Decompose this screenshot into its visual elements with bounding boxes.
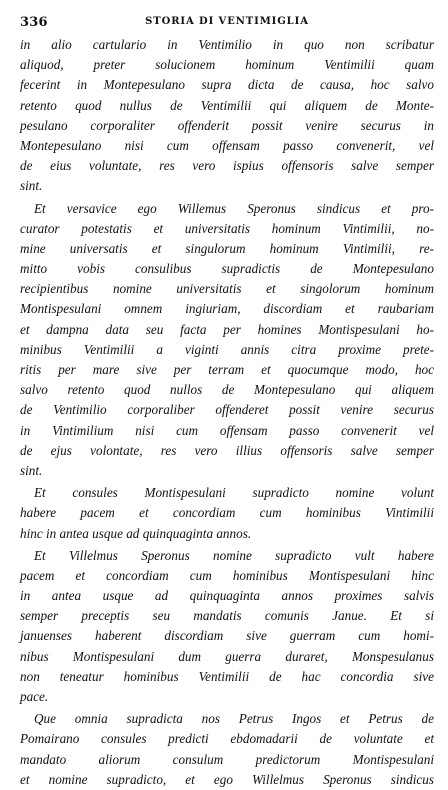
- text-line: sint.: [20, 178, 43, 194]
- text-line: fecerint in Montepesulano supra dicta de causa, hoc salvo: [20, 77, 434, 93]
- text-line: januenses haberent discordiam sive guerram cum homi-: [20, 628, 434, 644]
- text-line: et nomine supradicto, et ego Willelmus Speronus sindicus: [20, 771, 434, 787]
- paragraph: [20, 483, 434, 544]
- text-line: Et Villelmus Speronus nomine supradicto vult habere: [34, 547, 434, 563]
- text-line: minibus Ventimilii a viginti annis citra proxime prete-: [20, 341, 434, 357]
- body-text: [20, 35, 434, 790]
- text-line: curator potestatis et universitatis hominum Vintimilii, no-: [20, 220, 434, 236]
- text-line: mitto vobis consulibus supradictis de Montepesulano: [20, 261, 434, 277]
- text-line: retento quod nullus de Ventimilii qui aliquem de Monte-: [20, 97, 434, 113]
- text-line: mine universatis et singulorum hominum Vintimilii, re-: [20, 240, 434, 256]
- paragraph: [20, 35, 434, 197]
- text-line: hinc in antea usque ad quinquaginta annos.: [20, 525, 252, 541]
- text-line: non teneatur hominibus Ventimilii de hac concordia sive: [20, 668, 434, 684]
- text-line: sint.: [20, 462, 43, 478]
- text-line: Et versavice ego Willemus Speronus sindicus et pro-: [34, 200, 434, 216]
- text-line: Pomairano consules predicti ebdomadarii de voluntate et: [20, 731, 434, 747]
- text-line: pace.: [20, 689, 49, 704]
- text-line: de Ventimilio corporaliber offenderet possit venire securus: [20, 402, 434, 418]
- text-line: et dampna data seu facta per homines Montispesulani ho-: [20, 321, 434, 337]
- text-line: de eius voluntate, res vero ispius offensoris salve semper: [20, 158, 434, 174]
- text-line: Montispesulani omnem ingiuriam, discordiam et raubariam: [20, 301, 434, 317]
- text-line: semper preceptis seu mandatis comunis Janue. Et si: [20, 608, 434, 624]
- text-line: pesulano corporaliter offenderit possit venire securus in: [20, 117, 434, 133]
- running-title: STORIA DI VENTIMIGLIA: [145, 16, 309, 27]
- text-line: in antea usque ad quinquaginta annos proximes salvis: [20, 588, 434, 604]
- text-line: Et consules Montispesulani supradicto nomine volunt: [34, 485, 434, 501]
- text-line: ritis per mare sive per terram et quocumque modo, hoc: [20, 362, 434, 377]
- text-line: in Vintimilium nisi cum offensam passo convenerit vel: [20, 422, 434, 438]
- text-line: in alio cartulario in Ventimilio in quo non scribatur: [20, 37, 434, 52]
- text-line: recipientibus nomine universitatis et singolorum hominum: [20, 281, 434, 297]
- page-header: [20, 15, 434, 33]
- text-line: salvo retento quod nullos de Montepesulano qui aliquem: [20, 382, 434, 398]
- text-line: pacem et concordiam cum hominibus Montispesulani hinc: [20, 567, 434, 583]
- text-line: mandato aliorum consulum predictorum Montispesulani: [20, 751, 434, 767]
- paragraph: [20, 199, 434, 482]
- paragraph: [20, 546, 434, 708]
- text-line: nibus Montispesulani dum guerra duraret, Monspesulanus: [20, 648, 434, 664]
- text-line: Montepesulano nisi cum offensam passo convenerit, vel: [20, 137, 434, 153]
- text-line: habere pacem et concordiam cum hominibus Vintimilii: [20, 505, 434, 521]
- text-line: Que omnia supradicta nos Petrus Ingos et Petrus de: [34, 711, 434, 727]
- page-number: 336: [20, 15, 48, 30]
- text-line: de ejus volontate, res vero illius offensoris salve semper: [20, 442, 434, 458]
- text-line: aliquod, preter solucionem hominum Ventimilii quam: [20, 57, 434, 73]
